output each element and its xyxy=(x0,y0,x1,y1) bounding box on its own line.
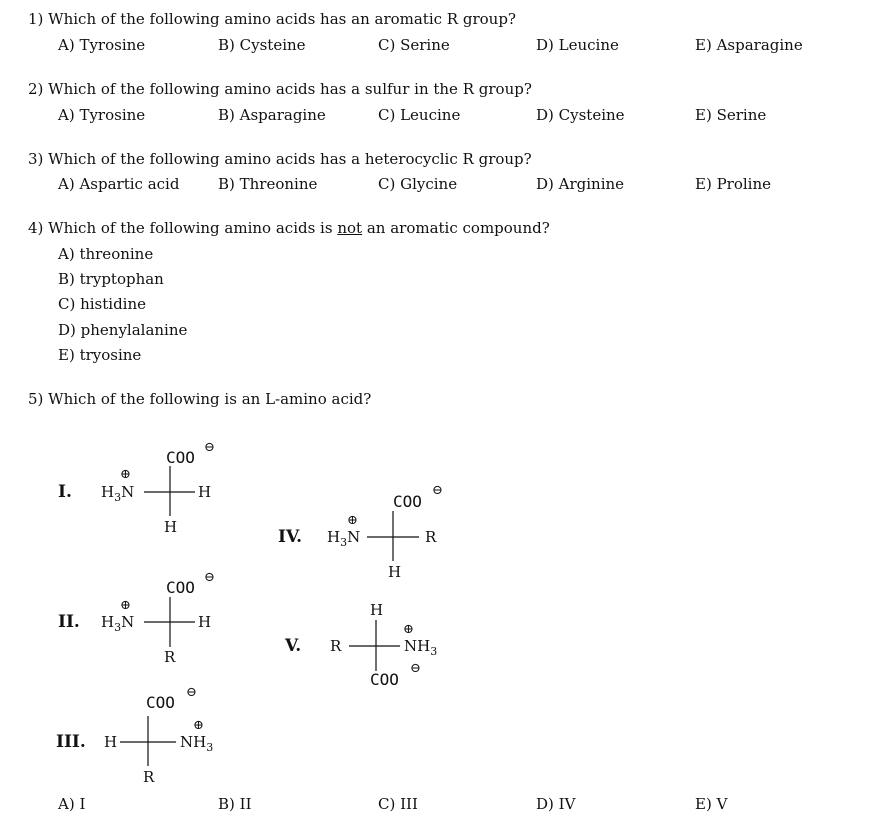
q4-option-d: D) phenylalanine xyxy=(58,321,188,339)
structure-iii-top-group: COO xyxy=(146,693,175,712)
q1-option-e: E) Asparagine xyxy=(695,36,803,54)
structure-iv-top-group: COO xyxy=(393,492,422,511)
q2-option-a: A) Tyrosine xyxy=(58,106,146,124)
structure-i-right-group: H xyxy=(198,483,212,501)
structure-v-top-group: H xyxy=(370,601,384,619)
q5-option-b: B) II xyxy=(218,795,252,813)
q3-option-a: A) Aspartic acid xyxy=(58,175,180,193)
structure-ii-label: II. xyxy=(58,612,80,632)
question-2-prompt: 2) Which of the following amino acids has a sulfur in the R group? xyxy=(28,80,532,98)
structure-iii-bottom-group: R xyxy=(143,768,155,786)
structure-iii-left-group: H xyxy=(104,733,118,751)
structure-i-bottom-group: H xyxy=(164,518,178,536)
q3-option-e: E) Proline xyxy=(695,175,771,193)
structure-i-plus-charge: ⊕ xyxy=(120,467,131,482)
structure-ii-right-group: H xyxy=(198,613,212,631)
question-3-prompt: 3) Which of the following amino acids has a heterocyclic R group? xyxy=(28,150,532,168)
structure-iii-plus-charge: ⊕ xyxy=(193,718,204,733)
q4-option-a: A) threonine xyxy=(58,245,154,263)
q3-option-b: B) Threonine xyxy=(218,175,318,193)
q2-option-d: D) Cysteine xyxy=(536,106,625,124)
q5-option-d: D) IV xyxy=(536,795,576,813)
structure-iii-label: III. xyxy=(56,732,86,752)
structure-ii-bottom-group: R xyxy=(164,648,176,666)
structure-iv-minus-charge: ⊖ xyxy=(432,483,443,498)
structure-iv-bottom-group: H xyxy=(388,563,402,581)
q4-option-b: B) tryptophan xyxy=(58,270,164,288)
structure-v-plus-charge: ⊕ xyxy=(403,622,414,637)
structure-v-minus-charge: ⊖ xyxy=(410,661,421,676)
q5-option-a: A) I xyxy=(58,795,86,813)
structure-v-left-group: R xyxy=(330,637,342,655)
q2-option-c: C) Leucine xyxy=(378,106,461,124)
structure-iv-left-group: $H_3N$ xyxy=(327,528,361,549)
q2-option-e: E) Serine xyxy=(695,106,767,124)
structure-ii-plus-charge: ⊕ xyxy=(120,598,131,613)
structure-iv-right-group: R xyxy=(425,528,437,546)
q4-prompt-underlined: not xyxy=(337,219,363,237)
q4-prompt-before: 4) Which of the following amino acids is xyxy=(28,219,338,237)
question-1-prompt: 1) Which of the following amino acids has an aromatic R group? xyxy=(28,10,516,28)
structure-i-left-group: $H_3N$ xyxy=(101,483,135,504)
q3-option-d: D) Arginine xyxy=(536,175,625,193)
structure-i-label: I. xyxy=(58,482,72,502)
structure-v-right-group: $NH_3$ xyxy=(404,637,438,658)
q5-option-c: C) III xyxy=(378,795,418,813)
q1-option-b: B) Cysteine xyxy=(218,36,306,54)
q3-option-c: C) Glycine xyxy=(378,175,458,193)
structure-v-bottom-group: COO xyxy=(370,670,399,689)
structure-ii-top-group: COO xyxy=(166,578,195,597)
question-5-prompt: 5) Which of the following is an L-amino acid? xyxy=(28,390,372,408)
structure-iii-minus-charge: ⊖ xyxy=(186,685,197,700)
q4-option-e: E) tryosine xyxy=(58,346,142,364)
q4-prompt-after: an aromatic compound? xyxy=(362,219,550,237)
structure-i-minus-charge: ⊖ xyxy=(204,440,215,455)
structure-iv-label: IV. xyxy=(278,527,303,547)
q5-option-e: E) V xyxy=(695,795,728,813)
structure-v-label: V. xyxy=(285,636,302,656)
structure-iii-right-group: $NH_3$ xyxy=(180,733,214,754)
q2-option-b: B) Asparagine xyxy=(218,106,326,124)
q1-option-a: A) Tyrosine xyxy=(58,36,146,54)
structure-ii-minus-charge: ⊖ xyxy=(204,570,215,585)
structure-iv-plus-charge: ⊕ xyxy=(347,513,358,528)
structure-ii-left-group: $H_3N$ xyxy=(101,613,135,634)
q1-option-c: C) Serine xyxy=(378,36,450,54)
structure-i-top-group: COO xyxy=(166,448,195,467)
q1-option-d: D) Leucine xyxy=(536,36,619,54)
q4-option-c: C) histidine xyxy=(58,295,147,313)
